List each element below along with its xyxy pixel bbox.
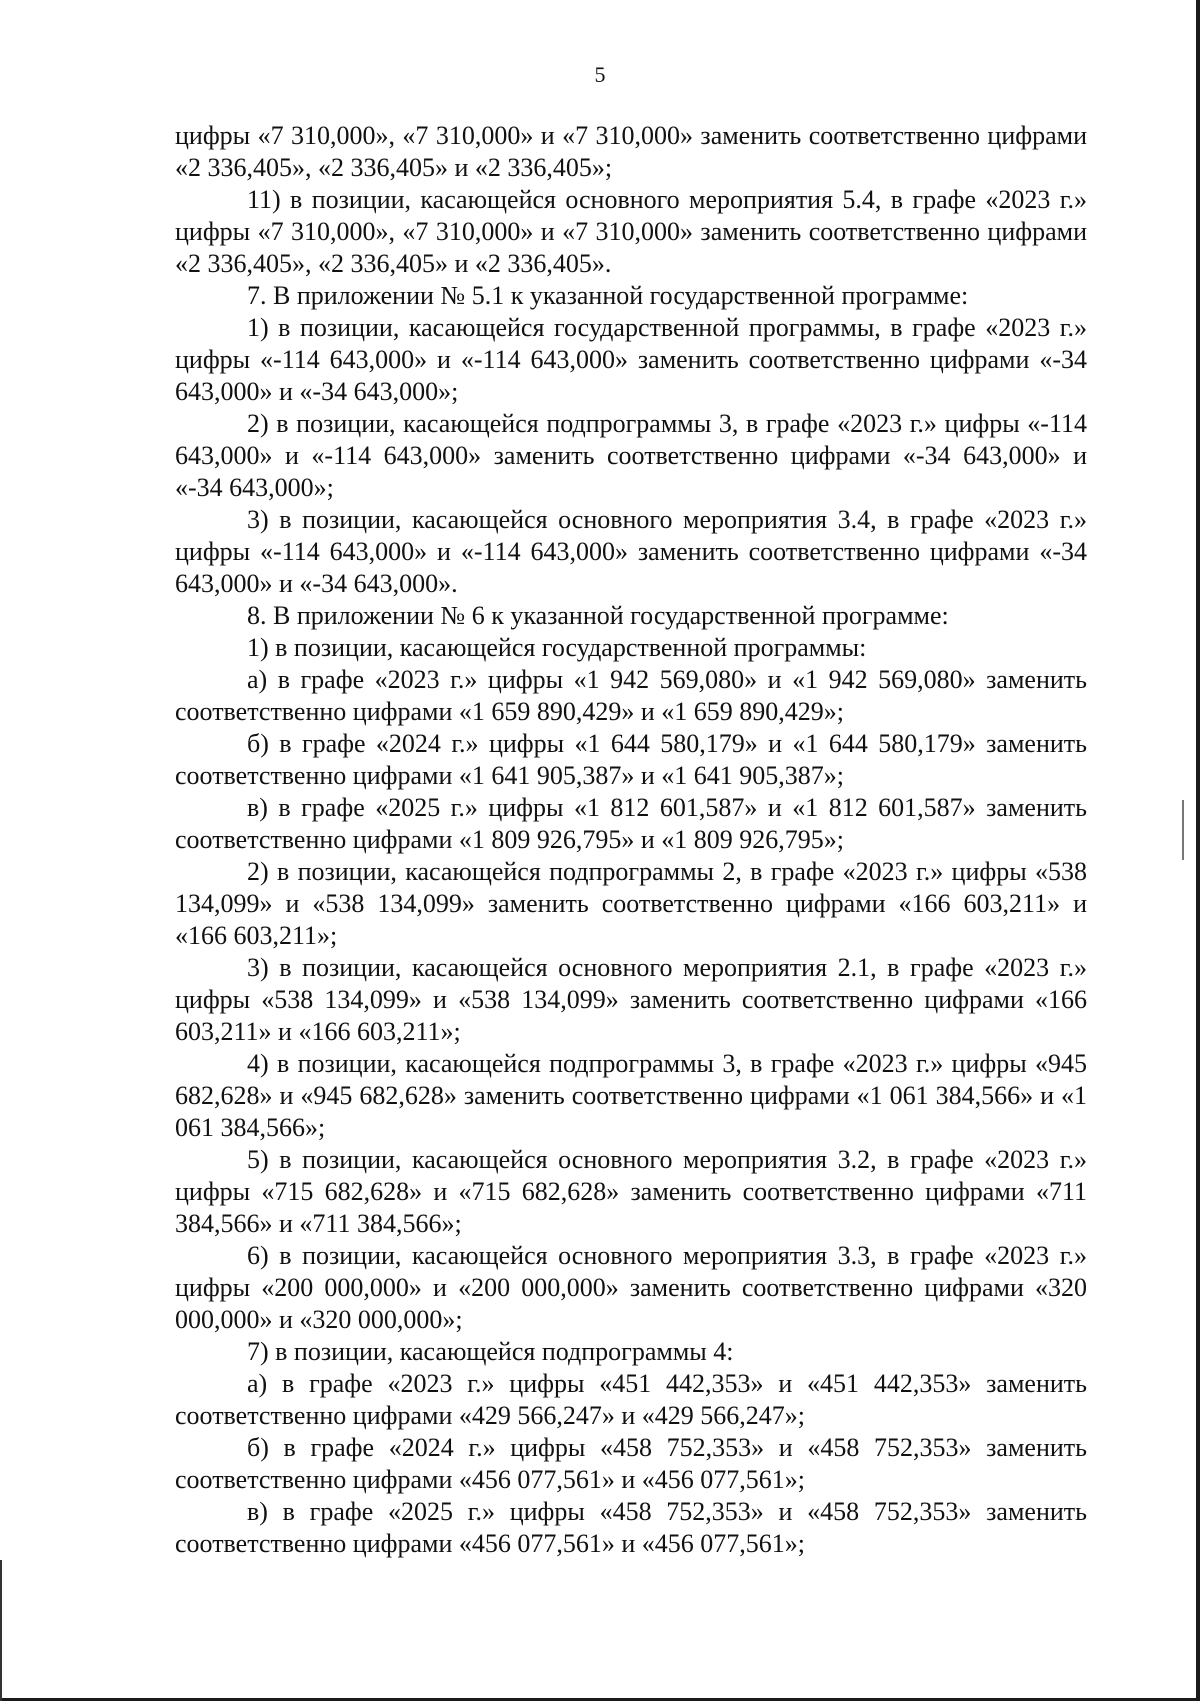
paragraph-section-8: 8. В приложении № 6 к указанной государственной программе: [247,601,949,630]
paragraph-item-8-1-b: б) в графе «2024 г.» цифры «1 644 580,179» и «1 644 580,179» заменить соответственно цифрами «1 641 905,387» и «1 641 905,387»; [175,729,1087,790]
page-number: 5 [594,62,606,87]
paragraph-item-8-5: 5) в позиции, касающейся основного мероприятия 3.2, в графе «2023 г.» цифры «715 682,628» и «715 682,628» заменить соответственно цифрами «711 384,566» и «711 384,566»; [175,1145,1087,1238]
paragraph-item-8-6: 6) в позиции, касающейся основного мероприятия 3.3, в графе «2023 г.» цифры «200 000,000» и «200 000,000» заменить соответственно цифрами «320 000,000» и «320 000,000»; [175,1241,1087,1334]
scan-edge-right [1196,0,1200,1701]
paragraph-item-7-3: 3) в позиции, касающейся основного мероприятия 3.4, в графе «2023 г.» цифры «-114 643,000» и «-114 643,000» заменить соответственно цифрами «-34 643,000» и «-34 643,000». [175,505,1087,598]
paragraph-item-8-1-a: а) в графе «2023 г.» цифры «1 942 569,080» и «1 942 569,080» заменить соответственно цифрами «1 659 890,429» и «1 659 890,429»; [175,665,1087,726]
scan-edge-left-mark [0,1560,2,1701]
paragraph-item-11: 11) в позиции, касающейся основного мероприятия 5.4, в графе «2023 г.» цифры «7 310,000», «7 310,000» и «7 310,000» заменить соответственно цифрами «2 336,405», «2 336,405» и «2 336,405». [175,185,1087,278]
paragraph-item-8-7-v: в) в графе «2025 г.» цифры «458 752,353» и «458 752,353» заменить соответственно цифрами «456 077,561» и «456 077,561»; [175,1497,1087,1558]
paragraph-item-8-7-a: а) в графе «2023 г.» цифры «451 442,353» и «451 442,353» заменить соответственно цифрами «429 566,247» и «429 566,247»; [175,1369,1087,1430]
paragraph-item-8-3: 3) в позиции, касающейся основного мероприятия 2.1, в графе «2023 г.» цифры «538 134,099» и «538 134,099» заменить соответственно цифрами «166 603,211» и «166 603,211»; [175,953,1087,1046]
paragraph-item-8-1: 1) в позиции, касающейся государственной программы: [247,633,867,662]
paragraph-continuation: цифры «7 310,000», «7 310,000» и «7 310,000» заменить соответственно цифрами «2 336,405», «2 336,405» и «2 336,405»; [175,121,1087,182]
scan-edge-right-mark [1182,800,1184,860]
paragraph-item-7-2: 2) в позиции, касающейся подпрограммы 3, в графе «2023 г.» цифры «-114 643,000» и «-114 643,000» заменить соответственно цифрами «-34 643,000» и «-34 643,000»; [175,409,1087,502]
paragraph-item-8-2: 2) в позиции, касающейся подпрограммы 2, в графе «2023 г.» цифры «538 134,099» и «538 134,099» заменить соответственно цифрами «166 603,211» и «166 603,211»; [175,857,1087,950]
paragraph-item-8-1-v: в) в графе «2025 г.» цифры «1 812 601,587» и «1 812 601,587» заменить соответственно цифрами «1 809 926,795» и «1 809 926,795»; [175,793,1087,854]
paragraph-item-7-1: 1) в позиции, касающейся государственной программы, в графе «2023 г.» цифры «-114 643,000» и «-114 643,000» заменить соответственно цифрами «-34 643,000» и «-34 643,000»; [175,313,1087,406]
paragraph-item-8-4: 4) в позиции, касающейся подпрограммы 3, в графе «2023 г.» цифры «945 682,628» и «945 682,628» заменить соответственно цифрами «1 061 384,566» и «1 061 384,566»; [175,1049,1087,1142]
paragraph-item-8-7-b: б) в графе «2024 г.» цифры «458 752,353» и «458 752,353» заменить соответственно цифрами «456 077,561» и «456 077,561»; [175,1433,1087,1494]
paragraph-item-8-7: 7) в позиции, касающейся подпрограммы 4: [247,1337,734,1366]
document-body [175,120,1087,1560]
paragraph-section-7: 7. В приложении № 5.1 к указанной государственной программе: [247,281,969,310]
